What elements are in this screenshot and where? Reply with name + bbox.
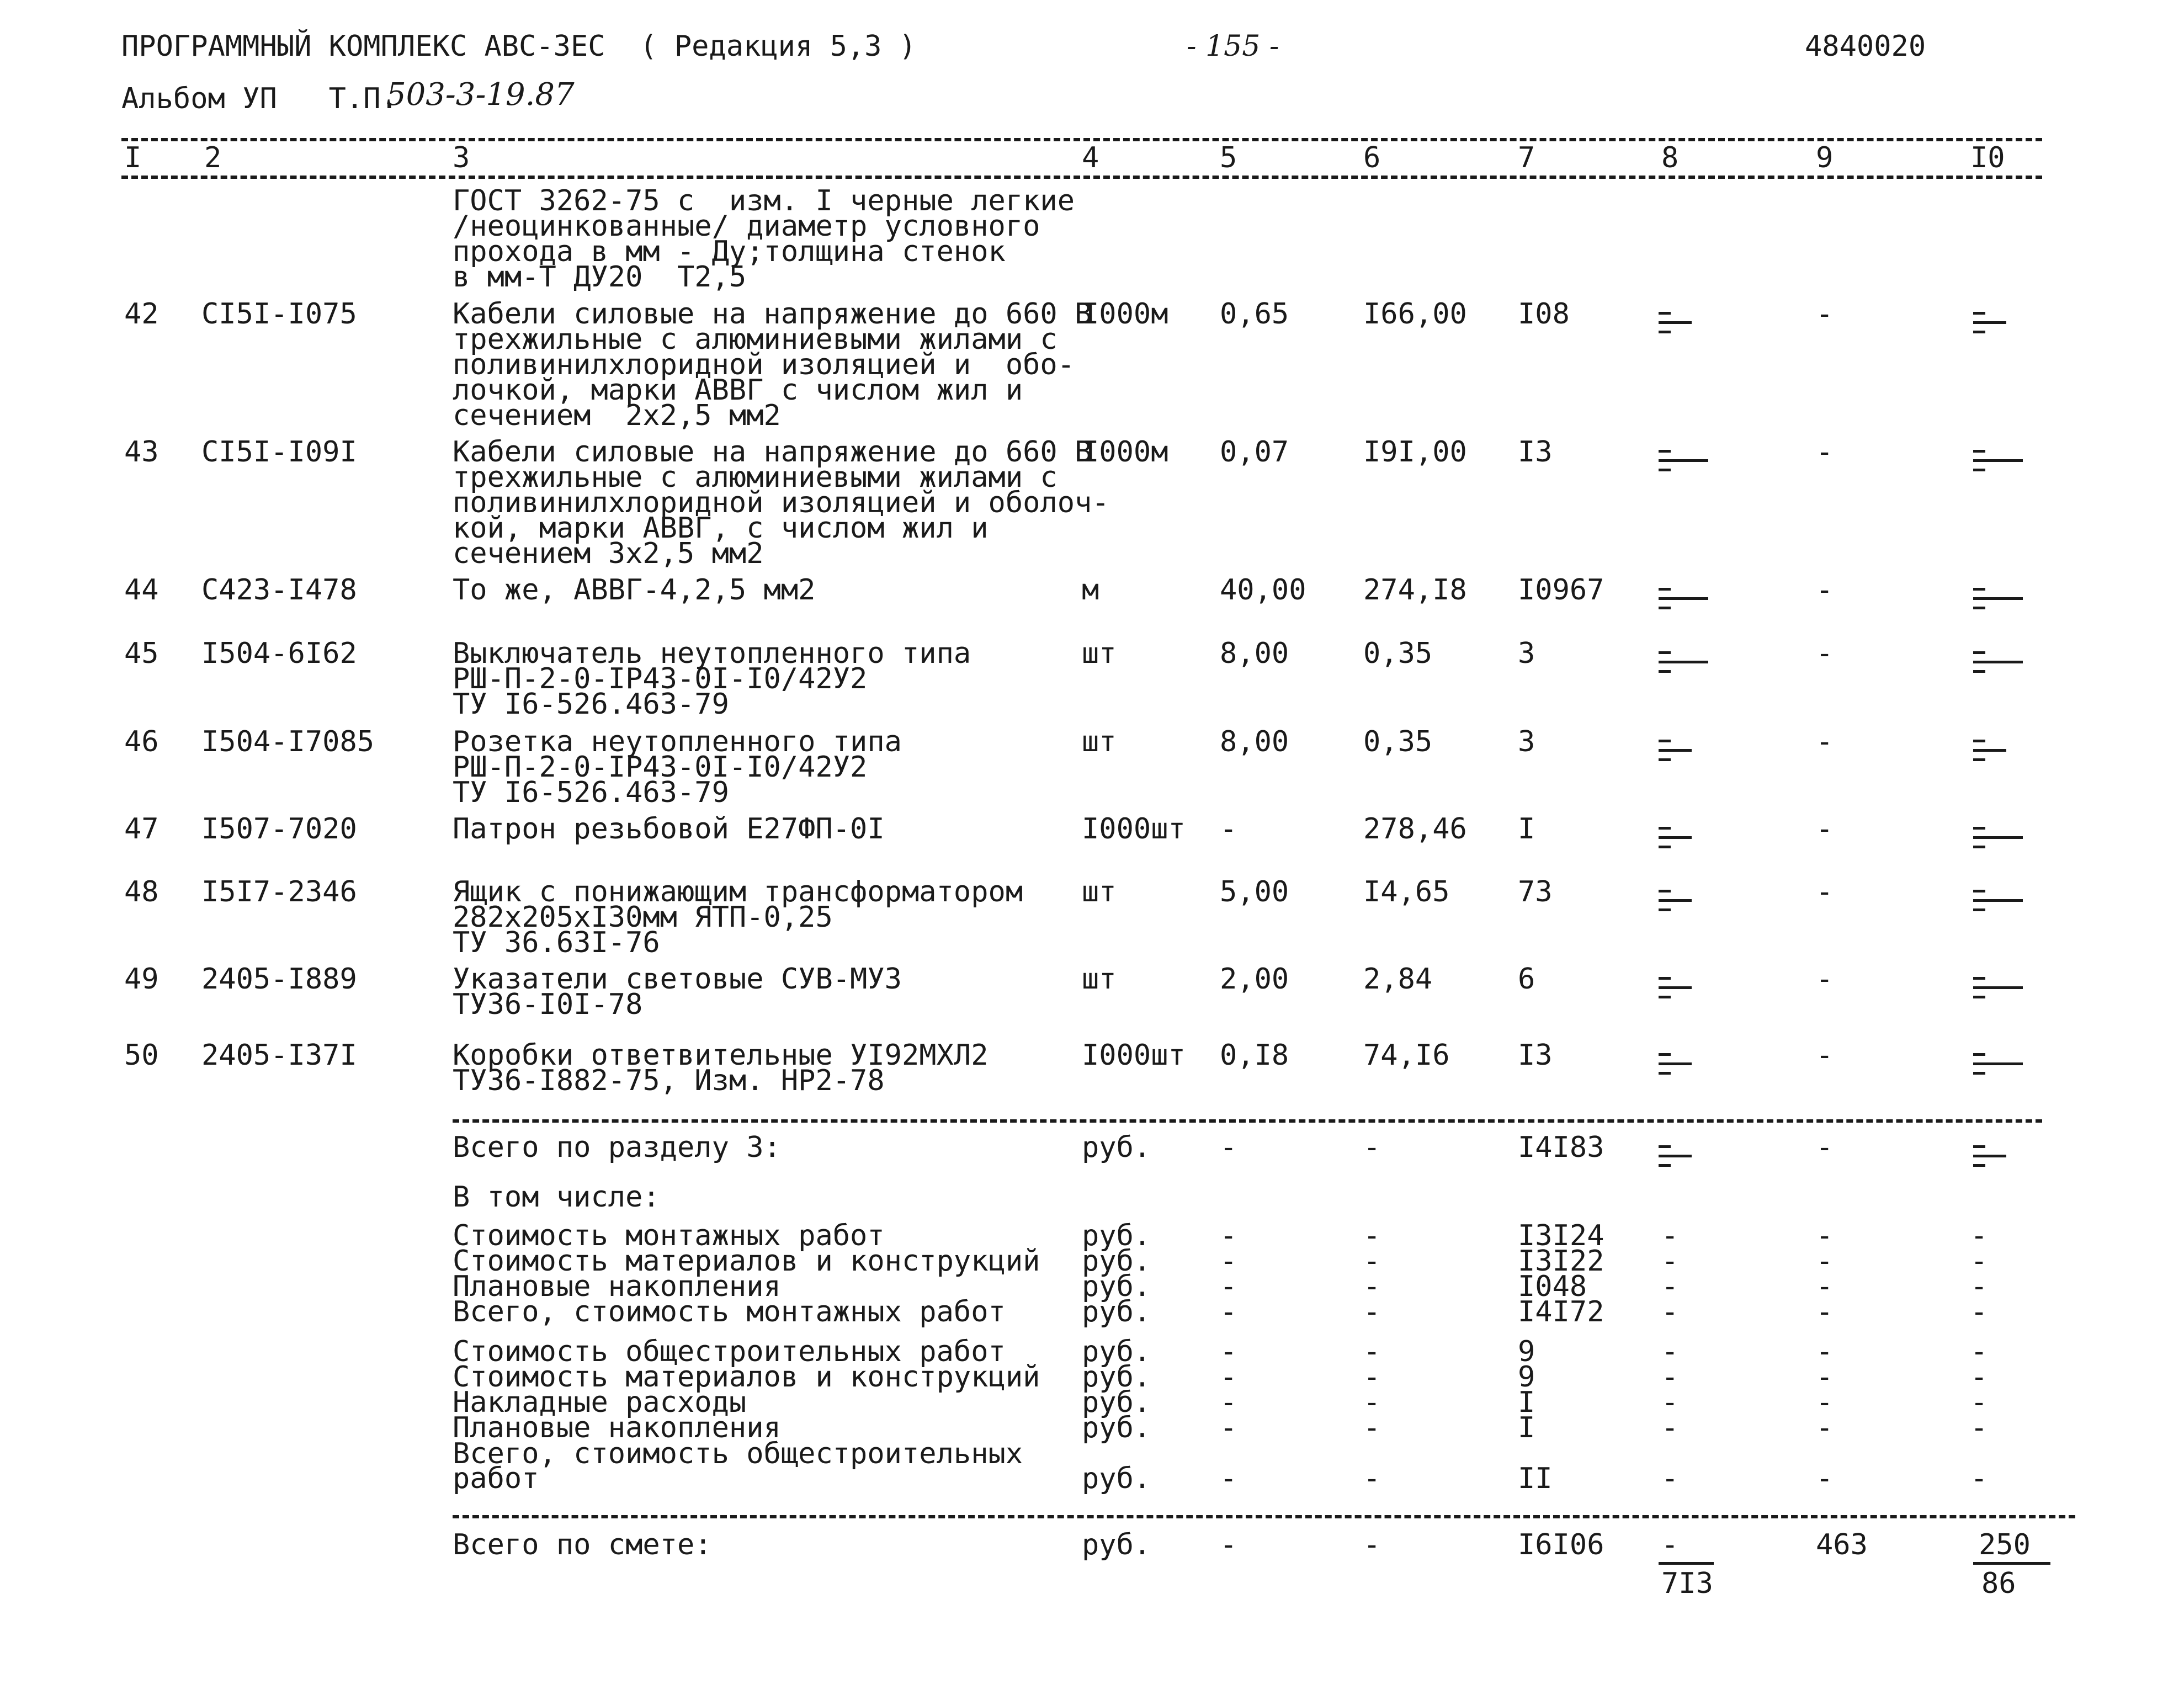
row-description-line: кой, марки АВВГ, с числом жил и (453, 512, 989, 545)
breakdown-unit: руб. (1082, 1245, 1151, 1278)
row-col10-mark (1973, 312, 2023, 340)
row-code: I5I7-2346 (201, 875, 357, 908)
breakdown-col8: - (1661, 1270, 1679, 1303)
construction-total-label-2: работ (453, 1462, 539, 1495)
program-title: ПРОГРАММНЫЙ КОМПЛЕКС АВС-3ЕС ( Редакция 5,3 ) (121, 30, 917, 63)
row-number: 43 (124, 435, 159, 469)
row-description-line: сечением 3х2,5 мм2 (453, 537, 764, 570)
row-unit: шт (1082, 637, 1117, 670)
row-col10-mark (1973, 1053, 2023, 1081)
row-description-line: ТУ I6-526.463-79 (453, 688, 729, 721)
row-col10-mark (1973, 651, 2023, 679)
album-number: 503-3-19.87 (386, 77, 575, 113)
row-number: 49 (124, 963, 159, 996)
row-number: 46 (124, 725, 159, 758)
breakdown-col9: - (1816, 1219, 1834, 1252)
row-sum: I3 (1518, 435, 1553, 469)
row-description-line: трехжильные с алюминиевыми жилами с (453, 323, 1058, 356)
row-price: 0,35 (1363, 637, 1433, 670)
fraction-line-col10 (1973, 1562, 2050, 1565)
row-code: CI5I-I09I (201, 435, 357, 469)
row-col9: - (1816, 725, 1834, 758)
breakdown-col8: - (1661, 1295, 1679, 1329)
row-col8-mark (1659, 651, 1708, 679)
row-unit: м (1082, 573, 1099, 607)
breakdown-col10: - (1970, 1245, 1988, 1278)
row-sum: 3 (1518, 637, 1535, 670)
breakdown-col9: - (1816, 1386, 1834, 1419)
row-col10-mark (1973, 740, 2023, 768)
section-total-col10-mark (1973, 1145, 2023, 1173)
construction-total-col5: - (1220, 1462, 1237, 1495)
breakdown-col8: - (1661, 1386, 1679, 1419)
continuation-line: прохода в мм - Ду;толщина стенок (453, 235, 1006, 268)
section-total-col5: - (1220, 1131, 1237, 1164)
row-col9: - (1816, 812, 1834, 846)
row-description-line: РШ-П-2-0-IР43-0I-I0/42У2 (453, 662, 868, 695)
breakdown-label: Стоимость общестроительных работ (453, 1335, 1006, 1368)
row-col10-mark (1973, 890, 2023, 918)
breakdown-label: Стоимость монтажных работ (453, 1219, 885, 1252)
row-col8-mark (1659, 588, 1708, 616)
row-number: 42 (124, 297, 159, 331)
row-code: I504-I7085 (201, 725, 375, 758)
breakdown-unit: руб. (1082, 1270, 1151, 1303)
row-description-line: поливинилхлоридной изоляцией и обо- (453, 348, 1075, 381)
breakdown-col8: - (1661, 1219, 1679, 1252)
column-header-7: 7 (1518, 141, 1535, 174)
row-quantity: 0,I8 (1220, 1039, 1289, 1072)
construction-total-col6: - (1363, 1462, 1381, 1495)
row-description-line: Розетка неутопленного типа (453, 725, 902, 758)
construction-total-col9: - (1816, 1462, 1834, 1495)
breakdown-col10: - (1970, 1219, 1988, 1252)
row-quantity: 0,07 (1220, 435, 1289, 469)
breakdown-col5: - (1220, 1270, 1237, 1303)
breakdown-col5: - (1220, 1295, 1237, 1329)
breakdown-col6: - (1363, 1386, 1381, 1419)
row-description-line: РШ-П-2-0-IР43-0I-I0/42У2 (453, 751, 868, 784)
breakdown-col5: - (1220, 1335, 1237, 1368)
row-unit: I000м (1082, 297, 1168, 331)
grand-total-col10-bottom: 86 (1981, 1567, 2016, 1600)
page-number: - 155 - (1187, 30, 1279, 63)
row-description-line: ТУ36-I882-75, Изм. НР2-78 (453, 1064, 885, 1097)
row-code: CI5I-I075 (201, 297, 357, 331)
column-header-4: 4 (1082, 141, 1099, 174)
row-quantity: 5,00 (1220, 875, 1289, 908)
row-description-line: поливинилхлоридной изоляцией и оболоч- (453, 486, 1109, 519)
row-quantity: 2,00 (1220, 963, 1289, 996)
grand-total-label: Всего по смете: (453, 1528, 712, 1561)
row-col9: - (1816, 435, 1834, 469)
row-unit: I000шт (1082, 1039, 1186, 1072)
row-code: C423-I478 (201, 573, 357, 607)
breakdown-sum: I3I24 (1518, 1219, 1604, 1252)
row-price: I4,65 (1363, 875, 1450, 908)
column-header-1: I (124, 141, 142, 174)
row-description-line: трехжильные с алюминиевыми жилами с (453, 461, 1058, 494)
row-unit: шт (1082, 963, 1117, 996)
breakdown-col6: - (1363, 1335, 1381, 1368)
fraction-line-col8 (1659, 1562, 1714, 1565)
breakdown-label: Плановые накопления (453, 1270, 781, 1303)
breakdown-col6: - (1363, 1295, 1381, 1329)
breakdown-sum: I048 (1518, 1270, 1587, 1303)
breakdown-col10: - (1970, 1335, 1988, 1368)
column-header-3: 3 (453, 141, 470, 174)
row-unit: шт (1082, 725, 1117, 758)
breakdown-unit: руб. (1082, 1335, 1151, 1368)
breakdown-col9: - (1816, 1295, 1834, 1329)
row-col8-mark (1659, 450, 1708, 478)
row-unit: I000м (1082, 435, 1168, 469)
breakdown-sum: 9 (1518, 1335, 1535, 1368)
row-col10-mark (1973, 588, 2023, 616)
row-description-line: ТУ I6-526.463-79 (453, 776, 729, 809)
breakdown-col9: - (1816, 1411, 1834, 1444)
breakdown-col5: - (1220, 1219, 1237, 1252)
row-sum: 6 (1518, 963, 1535, 996)
breakdown-label: Стоимость материалов и конструкций (453, 1245, 1040, 1278)
grand-total-sum: I6I06 (1518, 1528, 1604, 1561)
breakdown-sum: I (1518, 1411, 1535, 1444)
breakdown-unit: руб. (1082, 1219, 1151, 1252)
row-price: 274,I8 (1363, 573, 1467, 607)
breakdown-col5: - (1220, 1411, 1237, 1444)
row-sum: I0967 (1518, 573, 1604, 607)
breakdown-label: Стоимость материалов и конструкций (453, 1361, 1040, 1394)
row-sum: 3 (1518, 725, 1535, 758)
row-price: 0,35 (1363, 725, 1433, 758)
row-quantity: - (1220, 812, 1237, 846)
construction-total-col10: - (1970, 1462, 1988, 1495)
row-col10-mark (1973, 450, 2023, 478)
breakdown-sum: I (1518, 1386, 1535, 1419)
row-price: 2,84 (1363, 963, 1433, 996)
breakdown-col8: - (1661, 1361, 1679, 1394)
breakdown-sum: I3I22 (1518, 1245, 1604, 1278)
row-col9: - (1816, 963, 1834, 996)
breakdown-col8: - (1661, 1335, 1679, 1368)
grand-total-col9: 463 (1816, 1528, 1868, 1561)
row-col10-mark (1973, 827, 2023, 855)
breakdown-sum: I4I72 (1518, 1295, 1604, 1329)
row-description-line: лочкой, марки АВВГ с числом жил и (453, 374, 1023, 407)
continuation-line: ГОСТ 3262-75 с изм. I черные легкие (453, 184, 1075, 217)
column-header-5: 5 (1220, 141, 1237, 174)
row-col8-mark (1659, 890, 1708, 918)
breakdown-col5: - (1220, 1245, 1237, 1278)
construction-total-label-1: Всего, стоимость общестроительных (453, 1437, 1023, 1470)
breakdown-col6: - (1363, 1411, 1381, 1444)
column-header-6: 6 (1363, 141, 1381, 174)
breakdown-label: Накладные расходы (453, 1386, 747, 1419)
row-description-line: Указатели световые СУВ-МУЗ (453, 963, 902, 996)
row-code: I504-6I62 (201, 637, 357, 670)
row-col9: - (1816, 637, 1834, 670)
column-header-2: 2 (204, 141, 222, 174)
breakdown-col6: - (1363, 1361, 1381, 1394)
section-rule (453, 1119, 2042, 1123)
section-total-col9: - (1816, 1131, 1834, 1164)
grand-total-rule (453, 1515, 2075, 1518)
section-total-sum: I4I83 (1518, 1131, 1604, 1164)
continuation-line: /неоцинкованные/ диаметр условного (453, 210, 1040, 243)
row-sum: I08 (1518, 297, 1570, 331)
breakdown-col6: - (1363, 1219, 1381, 1252)
breakdown-label: Плановые накопления (453, 1411, 781, 1444)
row-col9: - (1816, 1039, 1834, 1072)
breakdown-col5: - (1220, 1361, 1237, 1394)
breakdown-col9: - (1816, 1245, 1834, 1278)
row-quantity: 40,00 (1220, 573, 1306, 607)
album-label: Альбом УП Т.П. (121, 82, 398, 115)
breakdown-col6: - (1363, 1245, 1381, 1278)
row-sum: I3 (1518, 1039, 1553, 1072)
row-col9: - (1816, 875, 1834, 908)
breakdown-unit: руб. (1082, 1386, 1151, 1419)
section-total-label: Всего по разделу 3: (453, 1131, 781, 1164)
construction-total-unit: руб. (1082, 1462, 1151, 1495)
row-description-line: ТУ 36.63I-76 (453, 926, 660, 959)
grand-total-col8-bottom: 7I3 (1661, 1567, 1713, 1600)
row-number: 44 (124, 573, 159, 607)
row-description-line: сечением 2х2,5 мм2 (453, 399, 781, 432)
breakdown-col10: - (1970, 1411, 1988, 1444)
row-price: I66,00 (1363, 297, 1467, 331)
continuation-line: в мм-Т ДУ20 Т2,5 (453, 261, 747, 294)
breakdown-col8: - (1661, 1411, 1679, 1444)
row-number: 45 (124, 637, 159, 670)
breakdown-unit: руб. (1082, 1361, 1151, 1394)
grand-total-col6: - (1363, 1528, 1381, 1561)
breakdown-col10: - (1970, 1361, 1988, 1394)
row-description-line: Выключатель неутопленного типа (453, 637, 971, 670)
column-header-10: I0 (1970, 141, 2005, 174)
row-description-line: Ящик с понижающим трансформатором (453, 875, 1023, 908)
row-sum: 73 (1518, 875, 1553, 908)
breakdown-col10: - (1970, 1386, 1988, 1419)
grand-total-col10-top: 250 (1979, 1528, 2031, 1561)
grand-total-col5: - (1220, 1528, 1237, 1561)
row-number: 48 (124, 875, 159, 908)
section-total-col6: - (1363, 1131, 1381, 1164)
row-col10-mark (1973, 977, 2023, 1005)
breakdown-col9: - (1816, 1270, 1834, 1303)
construction-total-sum: II (1518, 1462, 1553, 1495)
row-col8-mark (1659, 740, 1708, 768)
row-description-line: ТУ36-I0I-78 (453, 988, 643, 1021)
row-description-line: То же, АВВГ-4,2,5 мм2 (453, 573, 816, 607)
row-col8-mark (1659, 1053, 1708, 1081)
row-price: 74,I6 (1363, 1039, 1450, 1072)
grand-total-unit: руб. (1082, 1528, 1151, 1561)
row-description-line: 282х205хI30мм ЯТП-0,25 (453, 901, 833, 934)
breakdown-unit: руб. (1082, 1411, 1151, 1444)
row-code: 2405-I37I (201, 1039, 357, 1072)
breakdown-col9: - (1816, 1335, 1834, 1368)
breakdown-label: Всего, стоимость монтажных работ (453, 1295, 1006, 1329)
including-label: В том числе: (453, 1181, 660, 1214)
row-quantity: 8,00 (1220, 637, 1289, 670)
column-header-8: 8 (1661, 141, 1679, 174)
column-header-9: 9 (1816, 141, 1834, 174)
breakdown-col6: - (1363, 1270, 1381, 1303)
row-col8-mark (1659, 312, 1708, 340)
document-code: 4840020 (1805, 30, 1926, 63)
row-description-line: Патрон резьбовой Е27ФП-0I (453, 812, 885, 846)
breakdown-col5: - (1220, 1386, 1237, 1419)
row-number: 47 (124, 812, 159, 846)
section-total-unit: руб. (1082, 1131, 1151, 1164)
breakdown-col10: - (1970, 1295, 1988, 1329)
row-description-line: Кабели силовые на напряжение до 660 В (453, 435, 1092, 469)
breakdown-col8: - (1661, 1245, 1679, 1278)
breakdown-col9: - (1816, 1361, 1834, 1394)
row-col9: - (1816, 573, 1834, 607)
section-total-col8-mark (1659, 1145, 1708, 1173)
row-unit: I000шт (1082, 812, 1186, 846)
row-price: 278,46 (1363, 812, 1467, 846)
breakdown-col10: - (1970, 1270, 1988, 1303)
breakdown-sum: 9 (1518, 1361, 1535, 1394)
row-description-line: Коробки ответвительные УI92МХЛ2 (453, 1039, 989, 1072)
breakdown-unit: руб. (1082, 1295, 1151, 1329)
grand-total-col8-top: - (1661, 1528, 1679, 1561)
row-col8-mark (1659, 827, 1708, 855)
row-price: I9I,00 (1363, 435, 1467, 469)
row-col9: - (1816, 297, 1834, 331)
row-code: I507-7020 (201, 812, 357, 846)
row-quantity: 8,00 (1220, 725, 1289, 758)
row-unit: шт (1082, 875, 1117, 908)
row-description-line: Кабели силовые на напряжение до 660 В (453, 297, 1092, 331)
row-sum: I (1518, 812, 1535, 846)
header-rule-bottom (121, 176, 2042, 179)
row-number: 50 (124, 1039, 159, 1072)
row-code: 2405-I889 (201, 963, 357, 996)
construction-total-col8: - (1661, 1462, 1679, 1495)
row-quantity: 0,65 (1220, 297, 1289, 331)
row-col8-mark (1659, 977, 1708, 1005)
